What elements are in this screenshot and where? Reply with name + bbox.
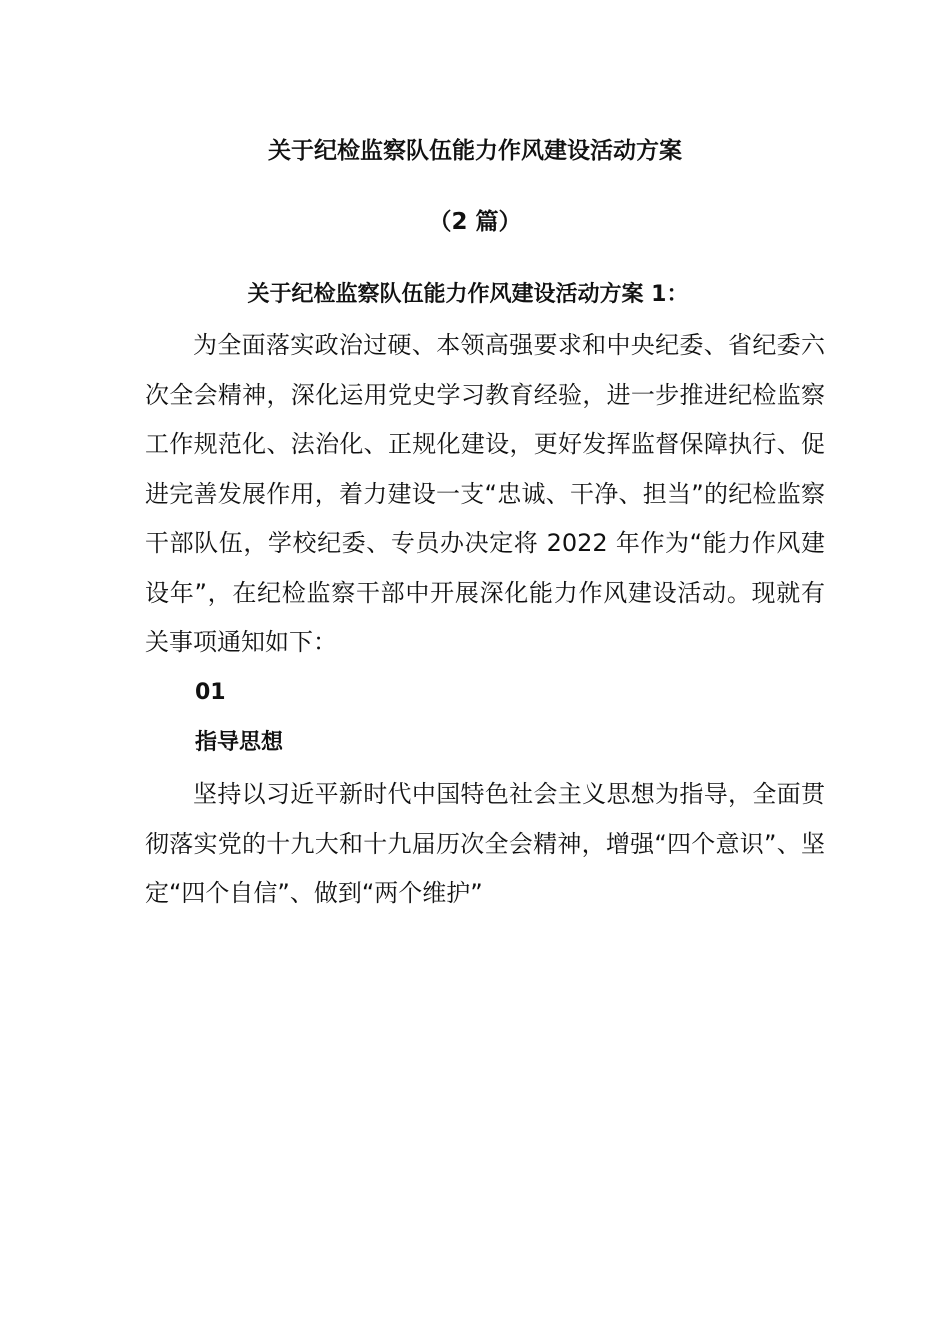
intro-paragraph: 为全面落实政治过硬、本领高强要求和中央纪委、省纪委六次全会精神，深化运用党史学习教育经验，进一步推进纪检监察工作规范化、法治化、正规化建设，更好发挥监督保障执行、促进完善发展作用，着力建设一支“忠诚、干净、担当”的纪检监察干部队伍，学校纪委、专员办决定将 2022 年作为“能力作风建设年”，在纪检监察干部中开展深化能力作风建设活动。现就有关事项通知如下： [145,331,825,656]
document-subtitle-count: （2 篇） [428,209,522,235]
section-title: 关于纪检监察队伍能力作风建设活动方案 1： [247,282,689,307]
document-title: 关于纪检监察队伍能力作风建设活动方案 [268,138,682,164]
section-heading: 指导思想 [195,730,284,755]
guiding-paragraph: 坚持以习近平新时代中国特色社会主义思想为指导，全面贯彻落实党的十九大和十九届历次全会精神，增强“四个意识”、坚定“四个自信”、做到“两个维护” [145,780,825,907]
section-number: 01 [195,680,226,705]
